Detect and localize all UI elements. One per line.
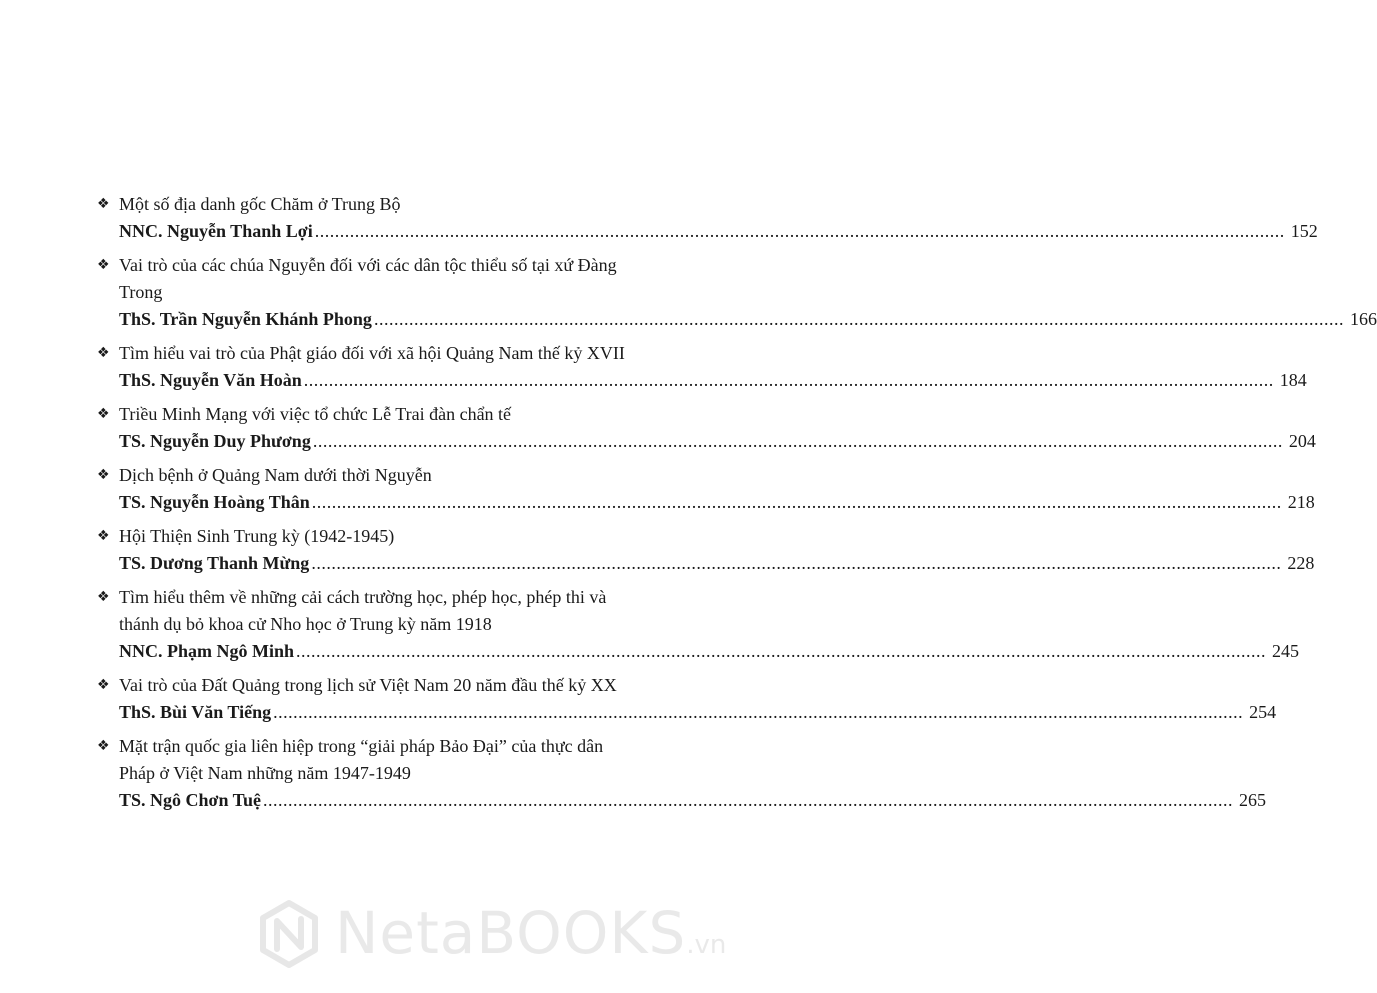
toc-entry-author-line [95, 638, 1300, 664]
toc-entry-author: TS. Nguyễn Duy Phương [119, 431, 311, 451]
dot-leader [315, 218, 1285, 244]
dot-leader [311, 550, 1281, 576]
toc-entry [95, 340, 1307, 393]
toc-entry-page: 166 [1349, 309, 1377, 329]
toc-entry [95, 401, 1316, 454]
diamond-bullet-icon: ❖ [97, 467, 110, 483]
diamond-bullet-icon: ❖ [97, 528, 110, 544]
toc-entry-author: TS. Nguyễn Hoàng Thân [119, 492, 310, 512]
toc-entry-page: 245 [1272, 641, 1300, 661]
toc-entry-author: ThS. Trần Nguyễn Khánh Phong [119, 309, 372, 329]
watermark [257, 895, 727, 975]
toc-entry-author-line [95, 699, 1277, 725]
diamond-bullet-icon: ❖ [97, 677, 110, 693]
toc-entry-title-line [95, 523, 630, 550]
toc-entry-author-line [95, 550, 1315, 576]
toc-entry-page: 184 [1279, 370, 1307, 390]
toc-entry-author: TS. Dương Thanh Mừng [119, 553, 310, 573]
toc-entry [95, 191, 1318, 244]
toc-entry-title: Mặt trận quốc gia liên hiệp trong “giải pháp Bảo Đại” của thực dân Pháp ở Việt Nam những năm 1947-1949 [119, 736, 604, 783]
diamond-bullet-icon: ❖ [97, 345, 110, 361]
toc-entry-author: ThS. Nguyễn Văn Hoàn [119, 370, 302, 390]
toc-entry-title-line [95, 191, 630, 218]
toc-entry [95, 733, 1267, 813]
watermark-text [335, 897, 726, 981]
toc-entry-title-line [95, 462, 630, 489]
toc-entry [95, 252, 1377, 332]
netabooks-logo-icon [257, 899, 321, 969]
toc-entry-title: Tìm hiểu thêm về những cải cách trường học, phép học, phép thi và thánh dụ bỏ khoa cử Nho học ở Trung kỳ năm 1918 [119, 587, 607, 634]
toc-entry-author: TS. Ngô Chơn Tuệ [119, 790, 262, 810]
toc-entry-title: Hội Thiện Sinh Trung kỳ (1942-1945) [119, 526, 395, 546]
diamond-bullet-icon: ❖ [97, 589, 110, 605]
diamond-bullet-icon: ❖ [97, 196, 110, 212]
toc-entry-title-line [95, 252, 630, 306]
dot-leader [313, 428, 1283, 454]
toc-entry-author-line [95, 428, 1316, 454]
dot-leader [374, 306, 1344, 332]
table-of-contents [95, 191, 1377, 813]
dot-leader [304, 367, 1274, 393]
toc-entry-title-line [95, 733, 630, 787]
toc-entry-page: 228 [1287, 553, 1315, 573]
toc-entry [95, 462, 1315, 515]
diamond-bullet-icon: ❖ [97, 738, 110, 754]
toc-entry [95, 584, 1300, 664]
toc-entry-page: 152 [1290, 221, 1318, 241]
toc-entry-title: Tìm hiểu vai trò của Phật giáo đối với xã hội Quảng Nam thế kỷ XVII [119, 343, 625, 363]
toc-entry-title-line [95, 401, 630, 428]
toc-entry [95, 672, 1277, 725]
toc-entry-page: 254 [1249, 702, 1277, 722]
toc-entry-author: ThS. Bùi Văn Tiếng [119, 702, 272, 722]
dot-leader [273, 699, 1243, 725]
toc-entry-title-line [95, 672, 630, 699]
toc-entry-author-line [95, 218, 1318, 244]
toc-entry-author-line [95, 367, 1307, 393]
toc-entry-title: Vai trò của Đất Quảng trong lịch sử Việt Nam 20 năm đầu thế kỷ XX [119, 675, 617, 695]
toc-entry-title: Triều Minh Mạng với việc tổ chức Lễ Trai đàn chẩn tế [119, 404, 512, 424]
dot-leader [263, 787, 1233, 813]
dot-leader [312, 489, 1282, 515]
watermark-suffix: .vn [686, 930, 727, 960]
diamond-bullet-icon: ❖ [97, 257, 110, 273]
toc-entry-author-line [95, 787, 1267, 813]
toc-entry-author-line [95, 306, 1377, 332]
toc-entry-title: Vai trò của các chúa Nguyễn đối với các dân tộc thiểu số tại xứ Đàng Trong [119, 255, 617, 302]
toc-entry-title-line [95, 584, 630, 638]
toc-entry-page: 204 [1288, 431, 1316, 451]
toc-entry-title-line [95, 340, 630, 367]
watermark-brand: NetaBOOKS [335, 899, 687, 967]
toc-entry-title: Dịch bệnh ở Quảng Nam dưới thời Nguyễn [119, 465, 432, 485]
toc-entry-author-line [95, 489, 1315, 515]
toc-entry-author: NNC. Nguyễn Thanh Lợi [119, 221, 313, 241]
dot-leader [296, 638, 1266, 664]
toc-entry-author: NNC. Phạm Ngô Minh [119, 641, 295, 661]
toc-entry-title: Một số địa danh gốc Chăm ở Trung Bộ [119, 194, 401, 214]
toc-entry [95, 523, 1315, 576]
diamond-bullet-icon: ❖ [97, 406, 110, 422]
toc-entry-page: 218 [1287, 492, 1315, 512]
toc-entry-page: 265 [1239, 790, 1267, 810]
